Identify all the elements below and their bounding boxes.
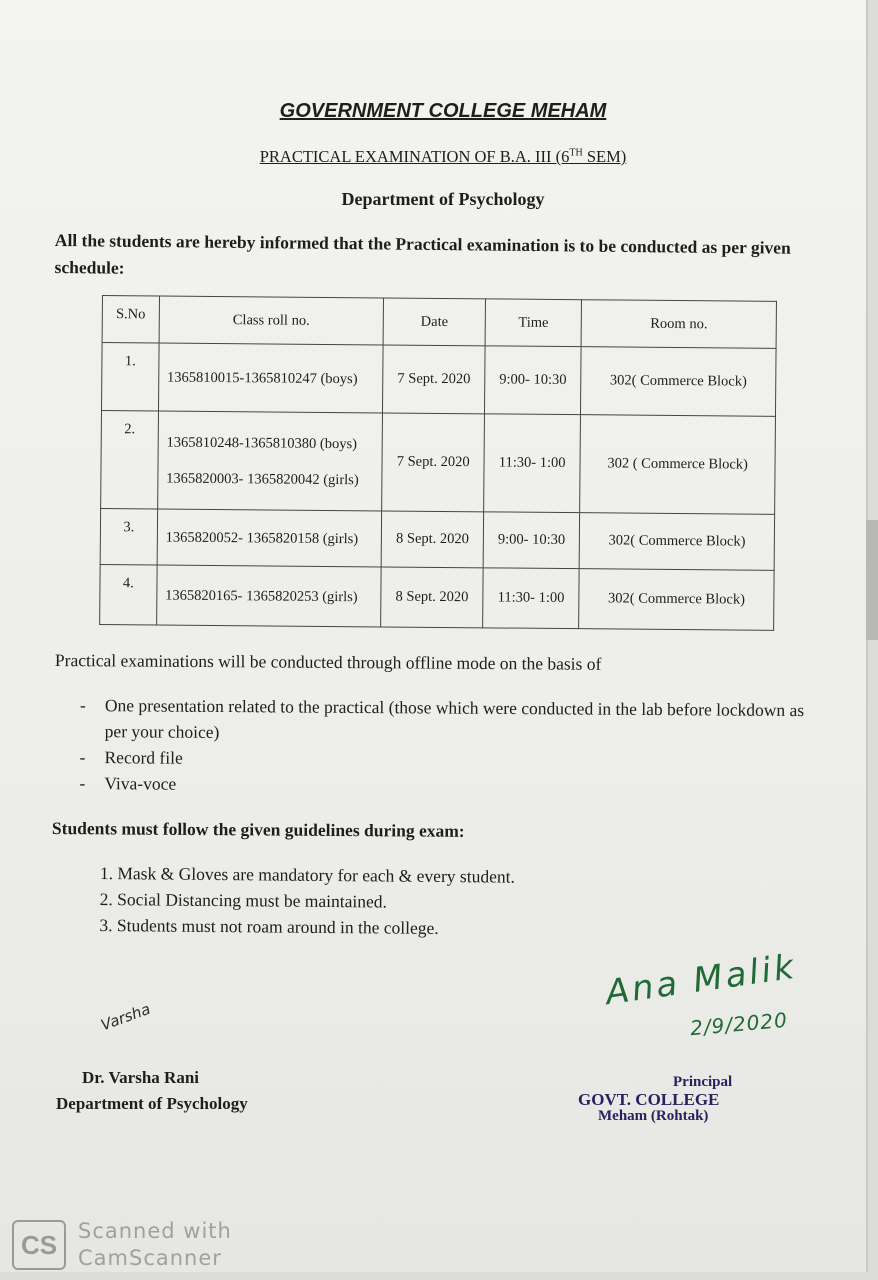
cell-sno: 4. [100,564,157,624]
list-item: - Record file [77,744,817,775]
cell-roll [157,411,382,511]
watermark-line: CamScanner [78,1246,222,1270]
cell-time: 9:00- 10:30 [485,346,582,415]
list-item: 2. Social Distancing must be maintained. [99,888,387,912]
table-row [100,508,774,570]
schedule-table [99,295,777,631]
cell-time: 11:30- 1:00 [483,568,580,629]
cell-room: 302( Commerce Block) [581,347,776,417]
cell-roll [156,565,381,627]
roll-range: 1365810015-1365810247 (boys) [166,369,358,387]
cell-sno: 2. [101,410,159,508]
header-roll: Class roll no. [159,296,384,345]
header-sno: S.No [102,296,159,343]
guidelines-heading: Students must follow the given guidelines during exam: [51,818,465,841]
table-row [100,564,774,630]
table-row [101,343,776,417]
handwritten-date: 2/9/2020 [689,1007,789,1041]
cell-room: 302( Commerce Block) [579,513,774,571]
roll-range: 1365820165- 1365820253 (girls) [165,587,358,605]
basis-intro: Practical examinations will be conducted through offline mode on the basis of [54,650,602,674]
exam-title: PRACTICAL EXAMINATION OF B.A. III (6TH SEM) [259,147,627,166]
intro-paragraph: All the students are hereby informed that the Practical examination is to be conducted as per given schedule: [54,229,791,278]
department-title: Department of Psychology [341,189,545,209]
table-header-row [102,296,776,349]
cell-room: 302 ( Commerce Block) [580,415,776,515]
cell-date: 7 Sept. 2020 [383,345,485,414]
list-item: - Viva-voce [77,770,817,801]
roll-range: 1365820052- 1365820158 (girls) [165,529,359,547]
stamp-line: GOVT. COLLEGE [578,1090,720,1109]
signatory-department: Department of Psychology [56,1094,248,1113]
cell-roll [157,509,382,567]
camscanner-watermark [78,1218,232,1272]
header-date: Date [383,298,485,346]
camscanner-logo-icon: CS [12,1220,66,1270]
guidelines-list [99,860,515,942]
basis-list [77,692,818,801]
principal-stamp [578,1074,748,1125]
cell-sno: 1. [101,343,158,411]
roll-range: 1365810248-1365810380 (boys) [166,434,358,452]
header-time: Time [485,299,582,347]
cell-date: 8 Sept. 2020 [381,511,483,568]
cell-roll [158,343,383,413]
cell-sno: 3. [100,508,157,564]
stamp-line: Meham (Rohtak) [598,1108,709,1124]
stamp-line: Principal [673,1074,733,1090]
cell-time: 11:30- 1:00 [484,414,581,513]
cell-date: 8 Sept. 2020 [381,567,483,628]
background-edge [866,520,878,640]
header-room: Room no. [581,300,776,349]
list-item: 3. Students must not roam around in the college. [99,914,439,938]
table-row [101,410,776,514]
cell-date: 7 Sept. 2020 [382,413,485,512]
college-name: GOVERNMENT COLLEGE MEHAM [279,100,607,122]
signatory-name: Dr. Varsha Rani [82,1068,199,1087]
list-item: 1. Mask & Gloves are mandatory for each & every student. [99,862,515,887]
handwritten-signature-principal: Ana Malik [603,946,800,1014]
cell-room: 302( Commerce Block) [579,569,774,631]
handwritten-signature-left: Varsha [98,999,153,1035]
roll-range: 1365820003- 1365820042 (girls) [166,470,359,488]
list-item: - One presentation related to the practical (those which were conducted in the lab before lockdown as per your choice) [78,692,818,749]
watermark-line: Scanned with [78,1219,232,1243]
cell-time: 9:00- 10:30 [483,512,580,569]
